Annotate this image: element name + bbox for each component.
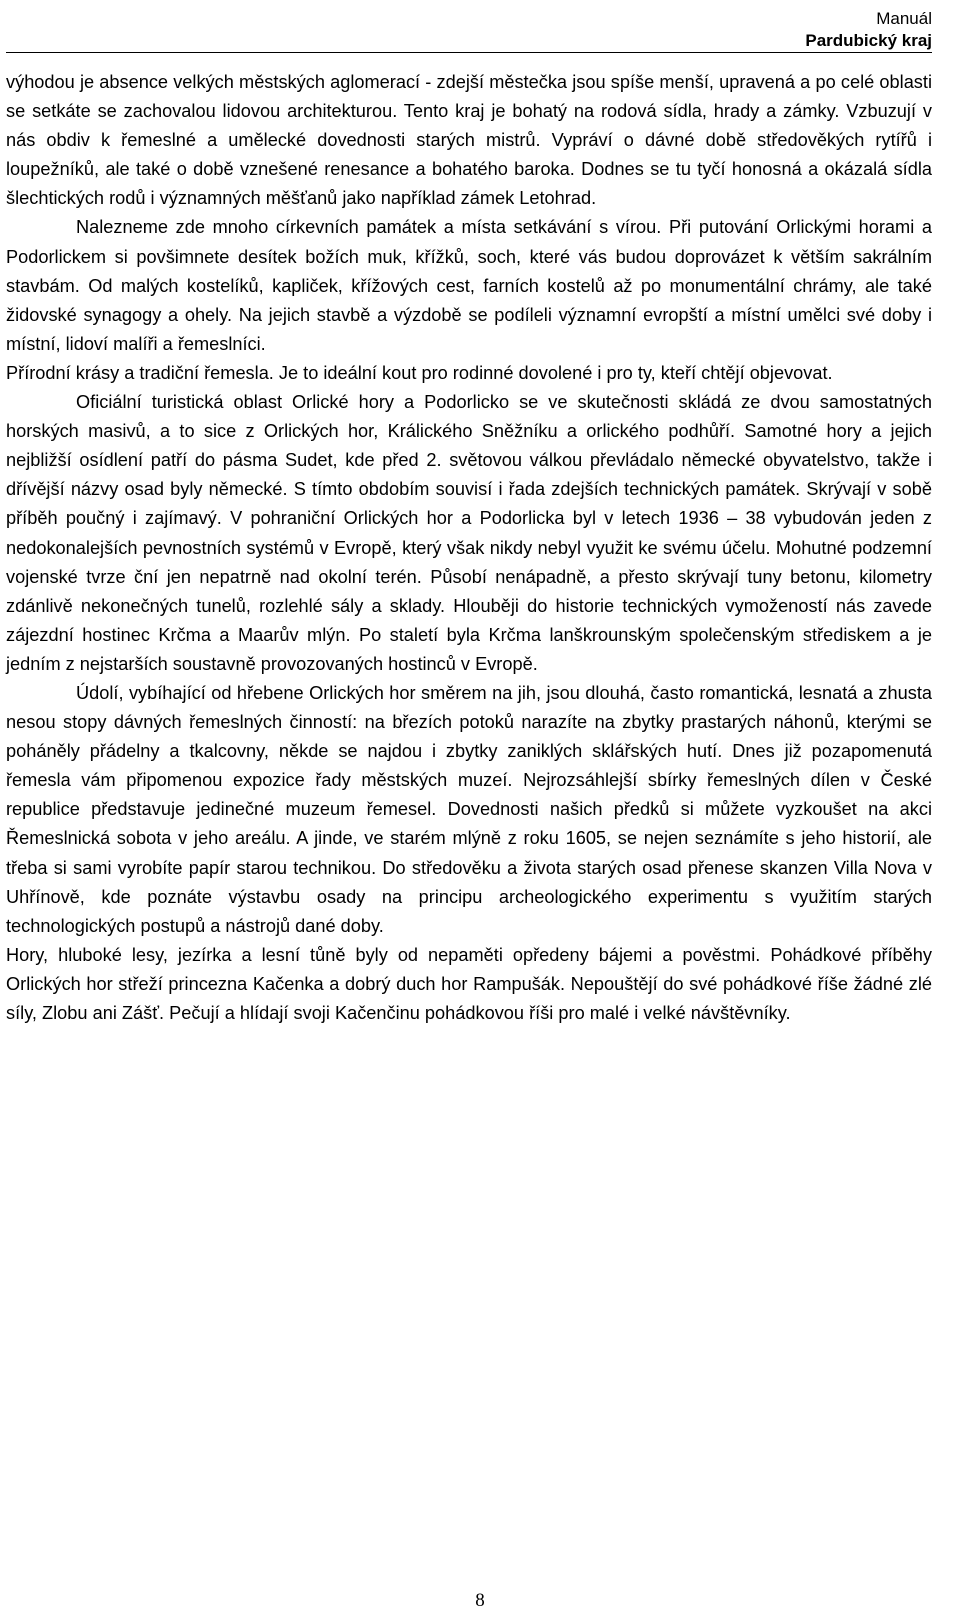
paragraph-1: výhodou je absence velkých městských aglomerací - zdejší městečka jsou spíše menší, upravená a po celé oblasti se setkáte se zachovalou lidovou architekturou. Tento kraj je bohatý na rodová sídla, hrady a zámky. Vzbuzují v nás obdiv k řemeslné a umělecké dovednosti starých mistrů. Vypráví o dávné době středověkých rytířů i loupežníků, ale také o době vznešené renesance a bohatého baroka. Dodnes se tu tyčí honosná a okázalá sídla šlechtických rodů i významných měšťanů jako například zámek Letohrad.: [6, 72, 932, 209]
paragraph-4: Oficiální turistická oblast Orlické hory a Podorlicko se ve skutečnosti skládá ze dvou samostatných horských masivů, a to sice z Orlických hor, Králického Sněžníku a orlického podhůří. Samotné hory a jejich nejbližší osídlení patří do pásma Sudet, kde před 2. světovou válkou převládalo německé obyvatelstvo, takže i dřívější názvy osad byly německé. S tímto obdobím souvisí i řada zdejších technických památek. Skrývají v sobě příběh poučný i zajímavý. V pohraniční Orlických hor a Podorlicka byl v letech 1936 – 38 vybudován jeden z nedokonalejších pevnostních systémů v Evropě, který však nikdy nebyl využit ke svému účelu. Mohutné podzemní vojenské tvrze ční jen nepatrně nad okolní terén. Působí nenápadně, a přesto skrývají tuny betonu, kilometry zdánlivě nekonečných tunelů, rozlehlé sály a sklady. Hlouběji do historie technických vymožeností nás zavede zájezdní hostinec Krčma a Maarův mlýn. Po staletí byla Krčma lanškrounským společenským střediskem a je jedním z nejstarších soustavně provozovaných hostinců v Evropě.: [6, 392, 932, 674]
header-title: Manuál: [876, 9, 932, 28]
paragraph-5: Údolí, vybíhající od hřebene Orlických hor směrem na jih, jsou dlouhá, často romantická, lesnatá a zhusta nesou stopy dávných řemeslných činností: na březích potoků narazíte na zbytky prastarých náhonů, kterými se poháněly přádelny a tkalcovny, někde se najdou i zbytky zaniklých sklářských hutí. Dnes již pozapomenutá řemesla vám připomenou expozice řady městských muzeí. Nejrozsáhlejší sbírky řemeslných dílen v České republice představuje jedinečné muzeum řemesel. Dovednosti našich předků si můžete vyzkoušet na akci Řemeslnická sobota v jeho areálu. A jinde, ve starém mlýně z roku 1605, se nejen seznámíte s jeho historií, ale třeba si sami vyrobíte papír starou technikou. Do středověku a života starých osad přenese skanzen Villa Nova v Uhřínově, kde poznáte výstavbu osady na principu archeologického experimentu s využitím starých technologických postupů a nástrojů dané doby.: [6, 682, 932, 936]
header-subtitle: Pardubický kraj: [805, 31, 932, 50]
header-divider: [6, 52, 932, 53]
paragraph-3: Přírodní krásy a tradiční řemesla. Je to ideální kout pro rodinné dovolené i pro ty, kteří chtějí objevovat.: [6, 362, 833, 383]
page-number: 8: [475, 1590, 485, 1611]
page-header: [805, 8, 932, 52]
paragraph-6: Hory, hluboké lesy, jezírka a lesní tůně byly od nepaměti opředeny bájemi a pověstmi. Pohádkové příběhy Orlických hor střeží princezna Kačenka a dobrý duch hor Rampušák. Nepouštějí do své pohádkové říše žádné zlé síly, Zlobu ani Zášť. Pečují a hlídají svoji Kačenčinu pohádkovou říši pro malé i velké návštěvníky.: [6, 944, 932, 1023]
document-body: [6, 68, 932, 1028]
paragraph-2: Nalezneme zde mnoho církevních památek a místa setkávání s vírou. Při putování Orlickými horami a Podorlickem si povšimnete desítek božích muk, křížků, soch, které vás budou doprovázet k větším sakrálním stavbám. Od malých kostelíků, kapliček, křížových cest, farních kostelů až po monumentální chrámy, ale také židovské synagogy a ohely. Na jejich stavbě a výzdobě se podíleli významní evropští a místní umělci své doby i místní, lidoví malíři a řemeslníci.: [6, 217, 932, 354]
